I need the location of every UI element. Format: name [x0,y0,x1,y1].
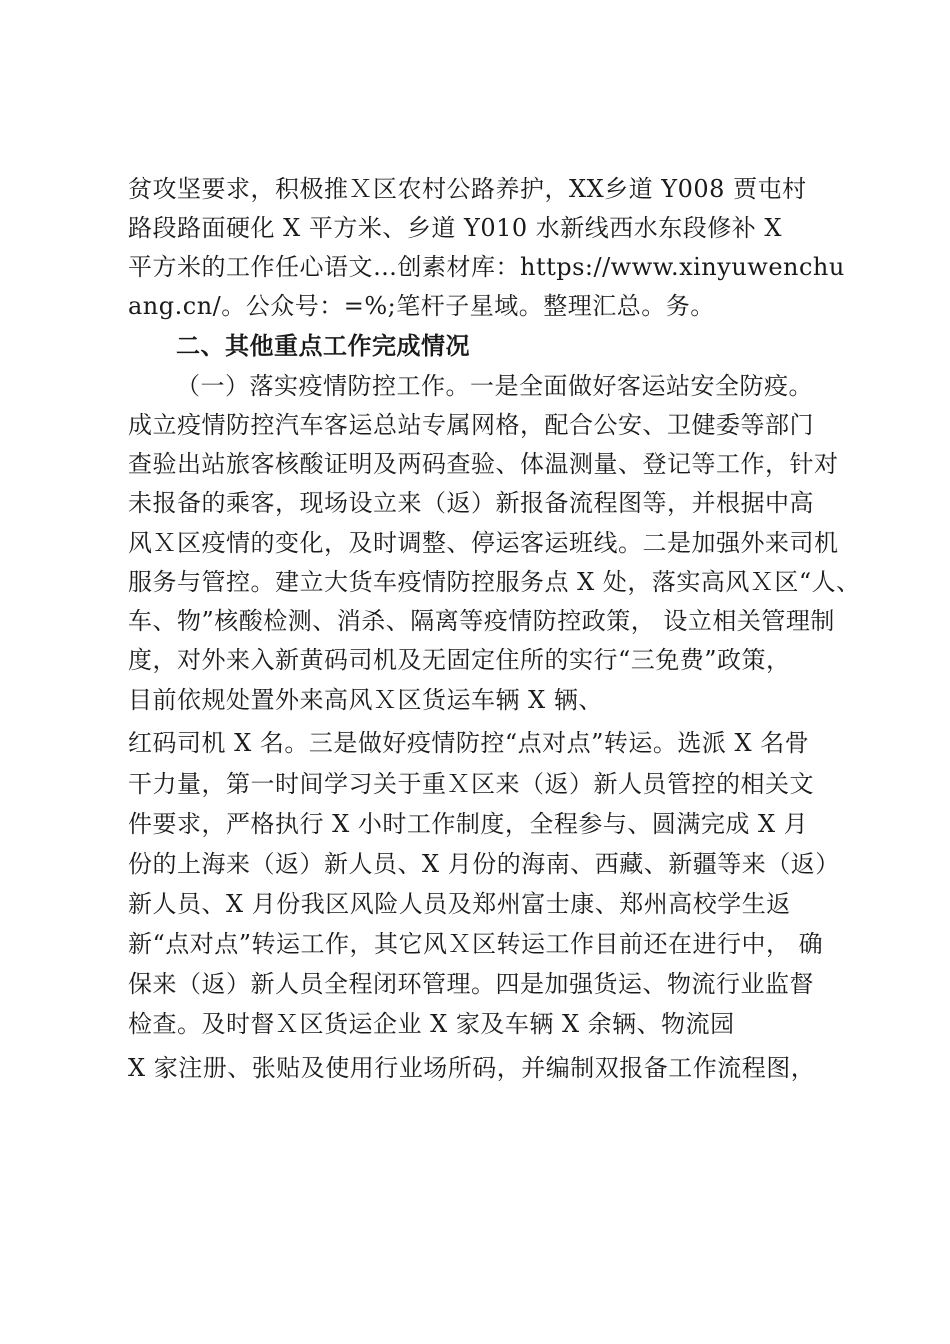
body-text-line: 未报备的乘客，现场设立来（返）新报备流程图等，并根据中高 [128,489,814,517]
body-text-line: 服务与管控。建立大货车疫情防控服务点 X 处，落实高风Ｘ区“人、 [128,568,861,596]
body-text-line: 干力量，第一时间学习关于重Ｘ区来（返）新人员管控的相关文 [128,770,814,798]
body-text-line: 红码司机 X 名。三是做好疫情防控“点对点”转运。选派 X 名骨 [128,729,810,757]
body-text-line: 查验出站旅客核酸证明及两码查验、体温测量、登记等工作，针对 [128,450,839,478]
body-text-line: 检查。及时督Ｘ区货运企业 X 家及车辆 X 余辆、物流园 [128,1010,735,1038]
body-text-line: 目前依规处置外来高风Ｘ区货运车辆 X 辆、 [128,686,603,714]
body-text-line: 份的上海来（返）新人员、X 月份的海南、西藏、新疆等来（返） [128,850,840,878]
body-text-line: 新“点对点”转运工作，其它风Ｘ区转运工作目前还在进行中， 确 [128,930,824,958]
body-text-line: 车、物”核酸检测、消杀、隔离等疫情防控政策， 设立相关管理制 [128,607,835,635]
section-heading: 二、其他重点工作完成情况 [176,331,470,360]
body-text-line: 平方米的工作任心语文…创素材库：https://www.xinyuwenchu [128,253,845,281]
body-text-line: 风Ｘ区疫情的变化，及时调整、停运客运班线。二是加强外来司机 [128,529,839,557]
body-text-line: 新人员、X 月份我区风险人员及郑州富士康、郑州高校学生返 [128,890,791,918]
body-text-line: 成立疫情防控汽车客运总站专属网格，配合公安、卫健委等部门 [128,411,814,439]
body-text-line: ang.cn/。公众号：=%;笔杆子星域。整理汇总。务。 [128,292,715,320]
body-text-line: 保来（返）新人员全程闭环管理。四是加强货运、物流行业监督 [128,970,814,998]
body-text-line: 路段路面硬化 X 平方米、乡道 Y010 水新线西水东段修补 X [128,214,782,242]
body-text-line: X 家注册、张贴及使用行业场所码，并编制双报备工作流程图， [128,1054,816,1082]
body-text-line: 件要求，严格执行 X 小时工作制度，全程参与、圆满完成 X 月 [128,810,809,838]
paragraph-first-line: （一）落实疫情防控工作。一是全面做好客运站安全防疫。 [176,372,813,400]
body-text-line: 贫攻坚要求，积极推Ｘ区农村公路养护，XX乡道 Y008 贾屯村 [128,175,807,203]
body-text-line: 度，对外来入新黄码司机及无固定住所的实行“三免费”政策， [128,646,791,674]
